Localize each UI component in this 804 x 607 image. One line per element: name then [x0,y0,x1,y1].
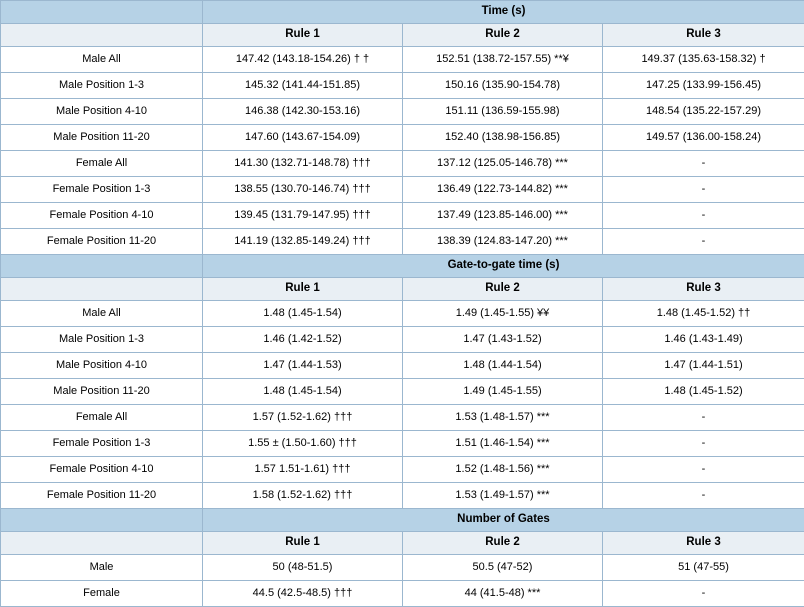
row-label: Male Position 1-3 [1,73,203,99]
row-label: Female All [1,151,203,177]
rules-blank-cell [1,278,203,301]
table-row [1,47,804,73]
cell-rule-3: - [603,457,804,483]
cell-rule-1: 1.48 (1.45-1.54) [203,301,403,327]
cell-rule-3: 51 (47-55) [603,555,804,581]
cell-rule-3: - [603,229,804,255]
section-corner-cell [1,509,203,532]
section-corner-cell [1,255,203,278]
row-label: Male [1,555,203,581]
cell-rule-2: 136.49 (122.73-144.82) *** [403,177,603,203]
cell-rule-1: 146.38 (142.30-153.16) [203,99,403,125]
column-header-rule-3: Rule 3 [603,532,804,555]
cell-rule-1: 1.47 (1.44-1.53) [203,353,403,379]
section-title: Gate-to-gate time (s) [203,255,804,278]
table-row [1,431,804,457]
cell-rule-2: 152.40 (138.98-156.85) [403,125,603,151]
table-row [1,73,804,99]
cell-rule-3: 1.48 (1.45-1.52) †† [603,301,804,327]
row-label: Male Position 4-10 [1,353,203,379]
table-row [1,457,804,483]
cell-rule-3: 1.47 (1.44-1.51) [603,353,804,379]
cell-rule-3: 1.46 (1.43-1.49) [603,327,804,353]
table-row [1,581,804,607]
column-header-rule-2: Rule 2 [403,532,603,555]
cell-rule-3: 147.25 (133.99-156.45) [603,73,804,99]
row-label: Female All [1,405,203,431]
table-row [1,229,804,255]
row-label: Female Position 11-20 [1,229,203,255]
section-header-row [1,509,804,532]
table-row [1,353,804,379]
cell-rule-3: - [603,203,804,229]
cell-rule-2: 1.49 (1.45-1.55) ¥¥ [403,301,603,327]
row-label: Female Position 4-10 [1,457,203,483]
row-label: Male Position 11-20 [1,125,203,151]
cell-rule-1: 147.42 (143.18-154.26) † † [203,47,403,73]
cell-rule-1: 139.45 (131.79-147.95) ††† [203,203,403,229]
table-row [1,327,804,353]
cell-rule-3: - [603,405,804,431]
row-label: Female [1,581,203,607]
column-header-rule-3: Rule 3 [603,24,804,47]
column-header-rule-1: Rule 1 [203,278,403,301]
rules-header-row [1,278,804,301]
cell-rule-3: 149.37 (135.63-158.32) † [603,47,804,73]
cell-rule-2: 1.48 (1.44-1.54) [403,353,603,379]
table-row [1,203,804,229]
cell-rule-2: 151.11 (136.59-155.98) [403,99,603,125]
cell-rule-3: - [603,177,804,203]
column-header-rule-2: Rule 2 [403,24,603,47]
table-row [1,177,804,203]
table-body [1,1,804,607]
cell-rule-2: 152.51 (138.72-157.55) **¥ [403,47,603,73]
cell-rule-3: - [603,483,804,509]
rules-header-row [1,532,804,555]
row-label: Male Position 4-10 [1,99,203,125]
row-label: Female Position 11-20 [1,483,203,509]
table-row [1,125,804,151]
cell-rule-2: 1.51 (1.46-1.54) *** [403,431,603,457]
cell-rule-1: 141.30 (132.71-148.78) ††† [203,151,403,177]
cell-rule-1: 1.48 (1.45-1.54) [203,379,403,405]
table-row [1,151,804,177]
rules-header-row [1,24,804,47]
cell-rule-3: - [603,431,804,457]
cell-rule-1: 1.46 (1.42-1.52) [203,327,403,353]
cell-rule-1: 1.57 (1.52-1.62) ††† [203,405,403,431]
cell-rule-3: 148.54 (135.22-157.29) [603,99,804,125]
section-header-row [1,1,804,24]
column-header-rule-3: Rule 3 [603,278,804,301]
cell-rule-2: 137.49 (123.85-146.00) *** [403,203,603,229]
cell-rule-3: 1.48 (1.45-1.52) [603,379,804,405]
cell-rule-1: 1.55 ± (1.50-1.60) ††† [203,431,403,457]
cell-rule-1: 44.5 (42.5-48.5) ††† [203,581,403,607]
column-header-rule-1: Rule 1 [203,24,403,47]
cell-rule-1: 145.32 (141.44-151.85) [203,73,403,99]
cell-rule-2: 138.39 (124.83-147.20) *** [403,229,603,255]
section-title: Time (s) [203,1,804,24]
cell-rule-3: - [603,151,804,177]
cell-rule-2: 50.5 (47-52) [403,555,603,581]
table-row [1,379,804,405]
cell-rule-1: 141.19 (132.85-149.24) ††† [203,229,403,255]
row-label: Male Position 11-20 [1,379,203,405]
cell-rule-1: 147.60 (143.67-154.09) [203,125,403,151]
cell-rule-3: 149.57 (136.00-158.24) [603,125,804,151]
table-row [1,555,804,581]
row-label: Male All [1,47,203,73]
column-header-rule-1: Rule 1 [203,532,403,555]
cell-rule-1: 1.57 1.51-1.61) ††† [203,457,403,483]
cell-rule-1: 50 (48-51.5) [203,555,403,581]
cell-rule-2: 1.53 (1.49-1.57) *** [403,483,603,509]
row-label: Male All [1,301,203,327]
row-label: Male Position 1-3 [1,327,203,353]
rules-blank-cell [1,532,203,555]
section-header-row [1,255,804,278]
cell-rule-2: 150.16 (135.90-154.78) [403,73,603,99]
cell-rule-1: 1.58 (1.52-1.62) ††† [203,483,403,509]
table-row [1,405,804,431]
cell-rule-2: 1.49 (1.45-1.55) [403,379,603,405]
row-label: Female Position 1-3 [1,431,203,457]
cell-rule-1: 138.55 (130.70-146.74) ††† [203,177,403,203]
table-row [1,301,804,327]
cell-rule-2: 44 (41.5-48) *** [403,581,603,607]
cell-rule-2: 137.12 (125.05-146.78) *** [403,151,603,177]
section-corner-cell [1,1,203,24]
table-row [1,99,804,125]
cell-rule-2: 1.53 (1.48-1.57) *** [403,405,603,431]
section-title: Number of Gates [203,509,804,532]
cell-rule-2: 1.52 (1.48-1.56) *** [403,457,603,483]
column-header-rule-2: Rule 2 [403,278,603,301]
row-label: Female Position 4-10 [1,203,203,229]
cell-rule-3: - [603,581,804,607]
rules-blank-cell [1,24,203,47]
cell-rule-2: 1.47 (1.43-1.52) [403,327,603,353]
table-row [1,483,804,509]
row-label: Female Position 1-3 [1,177,203,203]
